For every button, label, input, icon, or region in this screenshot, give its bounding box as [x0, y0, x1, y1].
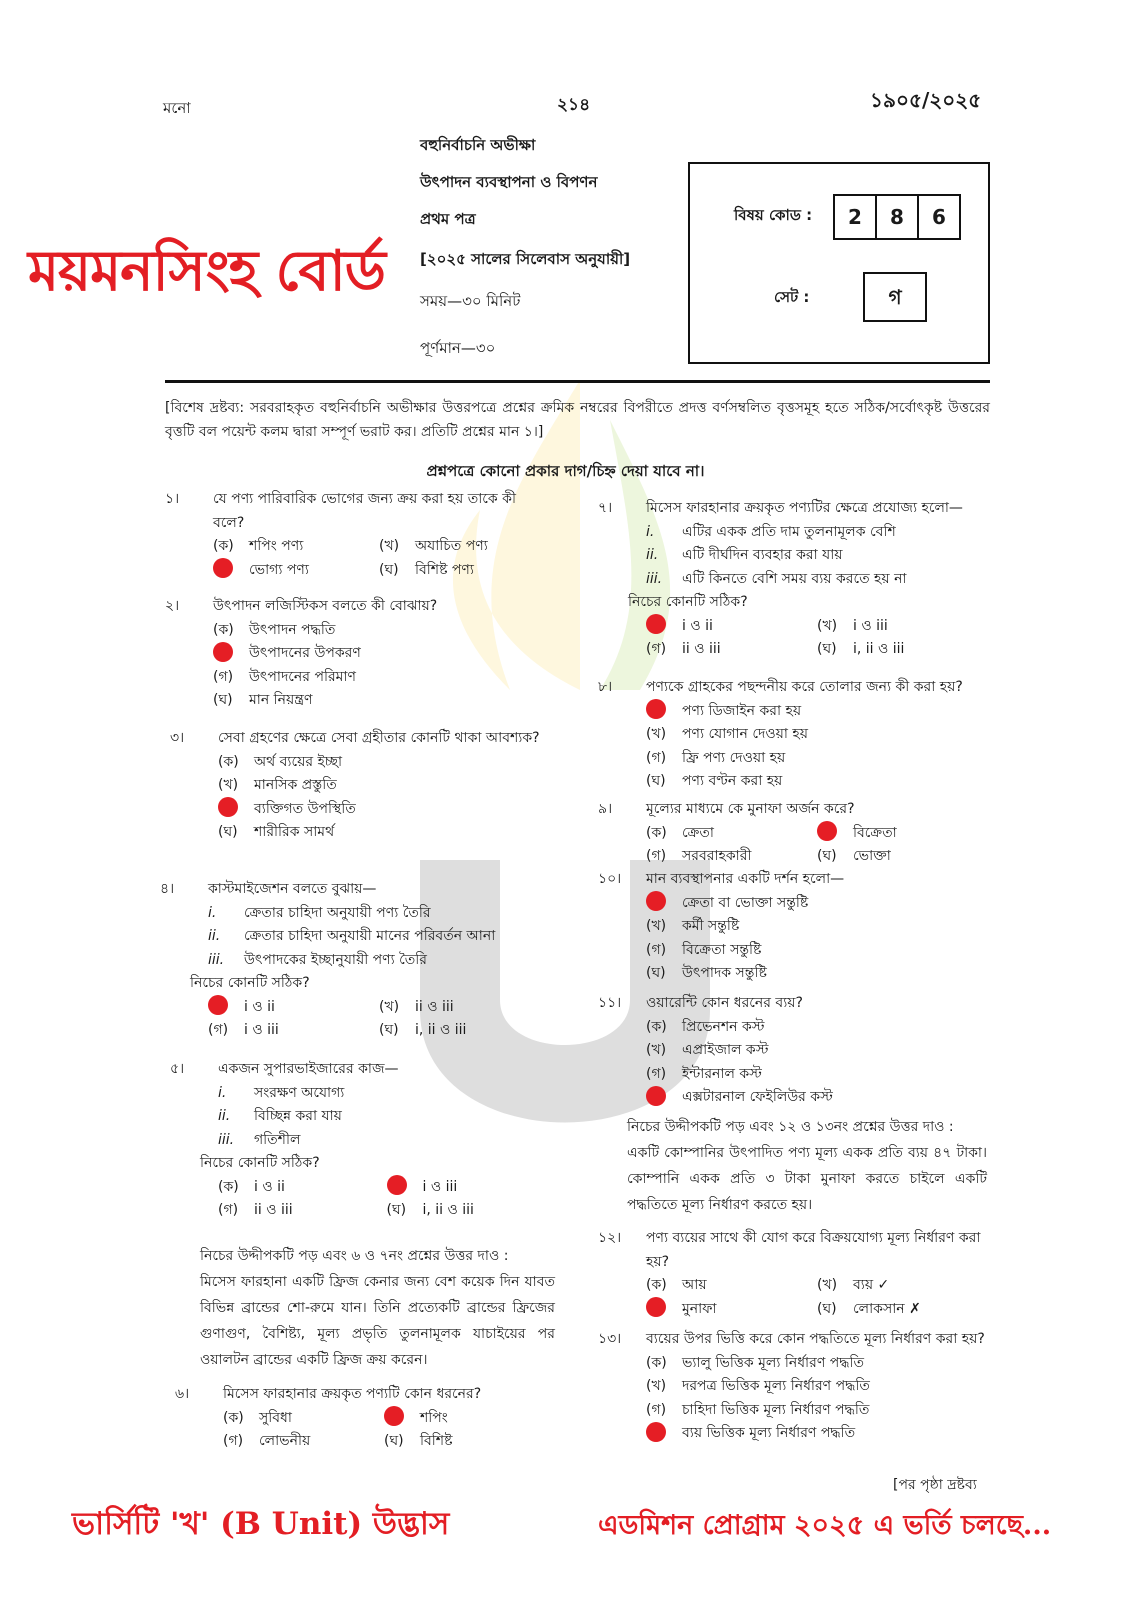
- option-text: ভ্যালু ভিত্তিক মূল্য নির্ধারণ পদ্ধতি: [682, 1354, 865, 1371]
- option[interactable]: [208, 996, 379, 1020]
- filled-answer-circle-icon: [646, 1422, 666, 1442]
- option[interactable]: [646, 1422, 988, 1446]
- statement: [646, 568, 988, 592]
- question-9: [598, 798, 988, 869]
- question-number: ৫।: [170, 1061, 185, 1077]
- filled-answer-circle-icon: [646, 1086, 666, 1106]
- option[interactable]: [379, 1019, 550, 1043]
- option-label: (ঘ): [218, 824, 238, 840]
- option-text: ভোগ্য পণ্য: [249, 561, 309, 578]
- board-title: ময়মনসিংহ বোর্ড: [28, 238, 385, 304]
- subject-code-label: বিষয় কোড :: [734, 206, 813, 224]
- ad-banner-left: ভার্সিটি 'খ' (B Unit) উদ্ভাস: [72, 1506, 450, 1542]
- option-text: এপ্রাইজাল কস্ট: [682, 1042, 769, 1058]
- question-number: ৬।: [175, 1386, 190, 1402]
- question-4: [160, 878, 550, 1043]
- option-label: (ঘ): [817, 848, 837, 864]
- subject-code-digit: 2: [833, 194, 877, 240]
- statement-text: ক্রেতার চাহিদা অনুযায়ী মানের পরিবর্তন আনা: [244, 928, 496, 944]
- full-marks: পূর্ণমান—৩০: [420, 339, 496, 357]
- filled-answer-circle-icon: [646, 699, 666, 719]
- option-text: বিক্রেতা: [853, 824, 897, 841]
- stimulus-2: [627, 1114, 987, 1218]
- option-label: (গ): [208, 1022, 229, 1038]
- option-label: (গ): [646, 641, 667, 657]
- option-text: অযাচিত পণ্য: [415, 538, 488, 554]
- statement-numeral: iii.: [646, 570, 663, 587]
- option-label: (খ): [646, 1042, 667, 1058]
- option-label: (ক): [213, 621, 234, 638]
- option-text: i ও ii: [244, 998, 275, 1015]
- filled-answer-circle-icon: [646, 891, 666, 911]
- statement-numeral: i.: [218, 1084, 227, 1101]
- option-label: (ক): [223, 1409, 244, 1426]
- option[interactable]: [646, 1375, 988, 1399]
- option-text: মানসিক প্রস্তুতি: [254, 777, 337, 793]
- question-number: ৪।: [160, 881, 175, 897]
- statement: [208, 902, 550, 926]
- option-text: ক্রেতা: [682, 824, 714, 841]
- option-text: ব্যয় ভিত্তিক মূল্য নির্ধারণ পদ্ধতি: [682, 1425, 856, 1441]
- option-label: (গ): [646, 749, 667, 766]
- options: [213, 535, 545, 582]
- subject-title: উৎপাদন ব্যবস্থাপনা ও বিপণন: [420, 173, 598, 191]
- option-text: i ও ii: [254, 1178, 285, 1195]
- options: [646, 1352, 988, 1446]
- question-number: ১০।: [598, 871, 622, 887]
- option[interactable]: [384, 1430, 545, 1454]
- question-3: [170, 727, 545, 845]
- option[interactable]: [213, 619, 545, 643]
- option-label: (গ): [646, 1065, 667, 1082]
- ad-banner-right: এডমিশন প্রোগ্রাম ২০২৫ এ ভর্তি চলছে...: [598, 1510, 1052, 1541]
- subject-code-box: [688, 162, 990, 364]
- option-text: বিশিষ্ট পণ্য: [415, 561, 474, 578]
- option[interactable]: [213, 666, 545, 690]
- next-page-note: [পর পৃষ্ঠা দ্রষ্টব্য: [893, 1477, 977, 1493]
- statement: [646, 521, 988, 545]
- option[interactable]: [218, 821, 545, 845]
- option-label: (ক): [218, 1178, 239, 1195]
- option[interactable]: [213, 535, 379, 559]
- question-text: যে পণ্য পারিবারিক ভোগের জন্য ক্রয় করা হয় তাকে কী বলে?: [213, 491, 516, 531]
- question-prompt: নিচের কোনটি সঠিক?: [628, 594, 748, 610]
- option-text: i, ii ও iii: [422, 1202, 474, 1218]
- option[interactable]: [646, 845, 817, 869]
- stimulus-heading: নিচের উদ্দীপকটি পড় এবং ১২ ও ১৩নং প্রশ্নের উত্তর দাও :: [627, 1119, 954, 1135]
- question-text: মূল্যের মাধ্যমে কে মুনাফা অর্জন করে?: [646, 801, 855, 817]
- option-text: পণ্য ডিজাইন করা হয়: [682, 702, 802, 719]
- option[interactable]: [817, 822, 988, 846]
- option-text: i ও iii: [853, 617, 888, 634]
- option[interactable]: [223, 1407, 384, 1431]
- option[interactable]: [646, 1063, 988, 1087]
- option[interactable]: [817, 1298, 988, 1322]
- option-text: কর্মী সন্তুষ্টি: [682, 918, 740, 934]
- option-label: (খ): [379, 538, 400, 554]
- paper-code: ১৯০৫/২০২৫: [870, 88, 982, 112]
- option[interactable]: [817, 615, 988, 639]
- question-number: ১।: [165, 491, 180, 507]
- options: [218, 1176, 555, 1223]
- option-label: (ঘ): [379, 1022, 399, 1038]
- option-text: বিক্রেতা সন্তুষ্টি: [682, 941, 762, 958]
- options: [646, 892, 988, 986]
- option-label: (ক): [213, 538, 234, 554]
- option-text: পণ্য যোগান দেওয়া হয়: [682, 726, 809, 742]
- options: [646, 615, 988, 662]
- option-label: (খ): [646, 918, 667, 934]
- stimulus-body: একটি কোম্পানির উৎপাদিত পণ্য মূল্য একক প্রতি ব্যয় ৪৭ টাকা। কোম্পানি একক প্রতি ৩ টাকা মুনাফা করতে চাইলে একটি পদ্ধতিতে মূল্য নির্ধারণ করতে হয়।: [627, 1145, 987, 1213]
- option-text: ইন্টারনাল কস্ট: [682, 1065, 762, 1082]
- statement-numeral: i.: [646, 523, 655, 540]
- header-subject-short: মনো: [163, 99, 191, 117]
- option-label: (খ): [817, 617, 838, 634]
- option[interactable]: [213, 642, 545, 666]
- question-text: মান ব্যবস্থাপনার একটি দর্শন হলো—: [646, 871, 845, 887]
- statement: [646, 544, 988, 568]
- option[interactable]: [646, 962, 988, 986]
- statement-text: সংরক্ষণ অযোগ্য: [254, 1084, 345, 1101]
- question-7: [598, 497, 988, 662]
- filled-answer-circle-icon: [817, 821, 837, 841]
- question-text: মিসেস ফারহানার ক্রয়কৃত পণ্যটির ক্ষেত্রে প্রযোজ্য হলো—: [646, 500, 963, 516]
- option-label: (গ): [213, 668, 234, 685]
- question-number: ৯।: [598, 801, 613, 817]
- option-label: (ঘ): [646, 773, 666, 789]
- set-value: গ: [863, 272, 927, 322]
- statement-text: ক্রেতার চাহিদা অনুযায়ী পণ্য তৈরি: [244, 904, 431, 921]
- time-limit: সময়—৩০ মিনিট: [420, 292, 521, 310]
- option-label: (খ): [646, 1378, 667, 1394]
- statement: [218, 1082, 555, 1106]
- option[interactable]: [646, 1039, 988, 1063]
- options: [646, 1274, 988, 1321]
- statement-numeral: ii.: [208, 928, 221, 944]
- statement-numeral: i.: [208, 904, 217, 921]
- statement-text: এটি কিনতে বেশি সময় ব্যয় করতে হয় না: [682, 570, 907, 587]
- question-6: [175, 1383, 545, 1454]
- subject-code-digit: 8: [875, 194, 919, 240]
- option-label: (ক): [218, 753, 239, 770]
- option-text: পণ্য বণ্টন করা হয়: [682, 773, 783, 789]
- question-text: মিসেস ফারহানার ক্রয়কৃত পণ্যটি কোন ধরনের?: [223, 1386, 482, 1402]
- statement-numeral: iii.: [208, 951, 225, 968]
- option-text: i, ii ও iii: [415, 1022, 467, 1038]
- option-text: i, ii ও iii: [853, 641, 905, 657]
- divider: [165, 380, 990, 383]
- option-label: (ঘ): [379, 561, 399, 578]
- option-text: অর্থ ব্যয়ের ইচ্ছা: [254, 753, 343, 770]
- option[interactable]: [646, 615, 817, 639]
- option-label: (গ): [646, 848, 667, 864]
- statement-numeral: iii.: [218, 1131, 235, 1148]
- statement-text: উৎপাদকের ইচ্ছানুযায়ী পণ্য তৈরি: [244, 951, 428, 968]
- option-text: প্রিভেনশন কস্ট: [682, 1018, 765, 1035]
- special-note: [বিশেষ দ্রষ্টব্য: সরবরাহকৃত বহুনির্বাচনি অভীক্ষার উত্তরপত্রে প্রশ্নের ক্রমিক নম্বরের বিপরীতে প্রদত্ত বর্ণসম্বলিত বৃত্তসমূহ হতে সঠিক/সর্বোৎকৃষ্ট উত্তরের বৃত্তটি বল পয়েন্ট কলম দ্বারা সম্পূর্ণ ভরাট কর। প্রতিটি প্রশ্নের মান ১।]: [165, 400, 990, 440]
- statement: [218, 1105, 555, 1129]
- filled-answer-circle-icon: [387, 1175, 407, 1195]
- statement: [208, 925, 550, 949]
- option[interactable]: [646, 939, 988, 963]
- option-label: (ঘ): [384, 1433, 404, 1449]
- option[interactable]: [646, 1016, 988, 1040]
- option[interactable]: [379, 535, 545, 559]
- question-number: ৩।: [170, 730, 185, 746]
- question-10: [598, 868, 988, 986]
- question-2: [165, 595, 545, 713]
- option[interactable]: [387, 1199, 556, 1223]
- option-text: সরবরাহকারী: [682, 848, 752, 864]
- option-label: (ঘ): [817, 1300, 837, 1317]
- subject-code-digit: 6: [917, 194, 961, 240]
- option[interactable]: [646, 1298, 817, 1322]
- option-text: ii ও iii: [254, 1202, 293, 1218]
- option-text: উৎপাদন পদ্ধতি: [249, 621, 336, 638]
- option-text: i ও iii: [422, 1178, 458, 1195]
- option-text: সুবিধা: [259, 1409, 292, 1426]
- option-label: (গ): [223, 1433, 244, 1449]
- option-text: ii ও iii: [682, 641, 721, 657]
- statement-text: এটির একক প্রতি দাম তুলনামূলক বেশি: [682, 523, 896, 540]
- filled-answer-circle-icon: [218, 797, 238, 817]
- option-text: ক্রেতা বা ভোক্তা সন্তুষ্টি: [682, 894, 809, 911]
- question-text: কাস্টমাইজেশন বলতে বুঝায়—: [208, 881, 377, 897]
- stimulus-1: [200, 1243, 555, 1373]
- option[interactable]: [817, 638, 988, 662]
- question-5: [170, 1058, 555, 1223]
- option[interactable]: [646, 770, 988, 794]
- paper-part: প্রথম পত্র: [420, 210, 476, 228]
- option[interactable]: [218, 1199, 387, 1223]
- question-12: [598, 1227, 988, 1321]
- option[interactable]: [646, 822, 817, 846]
- question-text: উৎপাদন লজিস্টিকস বলতে কী বোঝায়?: [213, 598, 438, 614]
- option[interactable]: [646, 723, 988, 747]
- option-label: (ঘ): [386, 1202, 407, 1218]
- options: [646, 700, 988, 794]
- filled-answer-circle-icon: [213, 558, 233, 578]
- option-text: মান নিয়ন্ত্রণ: [249, 692, 313, 708]
- statement-numeral: ii.: [218, 1108, 231, 1124]
- option[interactable]: [646, 1086, 988, 1110]
- options: [213, 619, 545, 713]
- option[interactable]: [379, 996, 550, 1020]
- option-text: উৎপাদনের উপকরণ: [249, 645, 361, 661]
- options: [646, 1016, 988, 1110]
- option-text: ব্যয় ✓: [853, 1277, 890, 1293]
- option-text: এক্সটারনাল ফেইলিউর কস্ট: [682, 1089, 833, 1105]
- option[interactable]: [646, 915, 988, 939]
- page-number: ২১৪: [557, 95, 591, 115]
- question-number: ১২।: [598, 1230, 622, 1246]
- filled-answer-circle-icon: [646, 614, 666, 634]
- option[interactable]: [223, 1430, 384, 1454]
- option-text: ii ও iii: [415, 998, 454, 1015]
- statement: [218, 1129, 555, 1153]
- option[interactable]: [646, 1352, 988, 1376]
- filled-answer-circle-icon: [646, 1297, 666, 1317]
- question-text: সেবা গ্রহণের ক্ষেত্রে সেবা গ্রহীতার কোনটি থাকা আবশ্যক?: [218, 730, 540, 746]
- question-prompt: নিচের কোনটি সঠিক?: [190, 975, 310, 991]
- options: [646, 822, 988, 869]
- question-11: [598, 992, 988, 1110]
- option[interactable]: [213, 559, 379, 583]
- option[interactable]: [208, 1019, 379, 1043]
- statement-numeral: ii.: [646, 547, 659, 563]
- option[interactable]: [817, 1274, 988, 1298]
- question-number: ১৩।: [598, 1331, 622, 1347]
- option-text: i ও ii: [682, 617, 713, 634]
- option-label: (ঘ): [817, 641, 837, 657]
- statement-text: এটি দীর্ঘদিন ব্যবহার করা যায়: [682, 547, 843, 563]
- option-label: (গ): [646, 1401, 667, 1418]
- option[interactable]: [646, 638, 817, 662]
- option-text: উৎপাদক সন্তুষ্টি: [682, 965, 767, 981]
- option-label: (গ): [646, 941, 667, 958]
- option-text: দরপত্র ভিত্তিক মূল্য নির্ধারণ পদ্ধতি: [682, 1378, 870, 1394]
- option-label: (খ): [646, 726, 667, 742]
- question-number: ৭।: [598, 500, 613, 516]
- option-label: (ক): [646, 1018, 667, 1035]
- option[interactable]: [817, 845, 988, 869]
- option-text: মুনাফা: [682, 1300, 717, 1317]
- set-label: সেট :: [774, 288, 810, 306]
- options: [223, 1407, 545, 1454]
- options: [208, 996, 550, 1043]
- option-label: (ঘ): [213, 692, 233, 708]
- option-text: শপিং: [420, 1409, 448, 1426]
- option-text: উৎপাদনের পরিমাণ: [249, 668, 356, 685]
- option[interactable]: [646, 1399, 988, 1423]
- question-1: [165, 488, 545, 582]
- option[interactable]: [218, 774, 545, 798]
- option-label: (ক): [646, 824, 667, 841]
- question-text: ব্যয়ের উপর ভিত্তি করে কোন পদ্ধতিতে মূল্য নির্ধারণ করা হয়?: [646, 1331, 985, 1347]
- question-number: ১১।: [598, 995, 622, 1011]
- option[interactable]: [213, 689, 545, 713]
- option[interactable]: [218, 1176, 387, 1200]
- option-label: (ক): [646, 1277, 667, 1293]
- option[interactable]: [646, 747, 988, 771]
- option[interactable]: [384, 1407, 545, 1431]
- question-text: ওয়ারেন্টি কোন ধরনের ব্যয়?: [646, 995, 803, 1011]
- option[interactable]: [387, 1176, 556, 1200]
- option-text: আয়: [682, 1277, 707, 1293]
- options: [218, 751, 545, 845]
- statement: [208, 949, 550, 973]
- notice: প্রশ্নপত্রে কোনো প্রকার দাগ/চিহ্ন দেয়া যাবে না।: [426, 462, 705, 480]
- option-label: (ক): [646, 1354, 667, 1371]
- exam-type: বহুনির্বাচনি অভীক্ষা: [420, 136, 536, 154]
- stimulus-body: মিসেস ফারহানা একটি ফ্রিজ কেনার জন্য বেশ কয়েক দিন যাবত বিভিন্ন ব্রান্ডের শো-রুমে যান। তিনি প্রত্যেকটি ব্রান্ডের ফ্রিজের গুণাগুণ, বৈশিষ্ট্য, মূল্য প্রভৃতি তুলনামূলক যাচাইয়ের পর ওয়ালটন ব্রান্ডের একটি ফ্রিজ ক্রয় করেন।: [200, 1274, 555, 1368]
- option[interactable]: [646, 1274, 817, 1298]
- option-text: চাহিদা ভিত্তিক মূল্য নির্ধারণ পদ্ধতি: [682, 1401, 870, 1418]
- stimulus-heading: নিচের উদ্দীপকটি পড় এবং ৬ ও ৭নং প্রশ্নের উত্তর দাও :: [200, 1248, 509, 1264]
- option[interactable]: [218, 751, 545, 775]
- option[interactable]: [218, 798, 545, 822]
- question-text: পণ্যকে গ্রাহকের পছন্দনীয় করে তোলার জন্য কী করা হয়?: [646, 679, 963, 695]
- option-text: লোকসান ✗: [853, 1300, 921, 1317]
- option-label: (ঘ): [646, 965, 666, 981]
- option[interactable]: [646, 700, 988, 724]
- question-text: একজন সুপারভাইজারের কাজ—: [218, 1061, 399, 1077]
- question-prompt: নিচের কোনটি সঠিক?: [200, 1155, 320, 1171]
- filled-answer-circle-icon: [384, 1406, 404, 1426]
- option-text: i ও iii: [244, 1022, 279, 1038]
- statement-text: গতিশীল: [254, 1131, 301, 1148]
- option-text: ফ্রি পণ্য দেওয়া হয়: [682, 749, 786, 766]
- filled-answer-circle-icon: [213, 642, 233, 662]
- option-text: বিশিষ্ট: [420, 1433, 453, 1449]
- question-13: [598, 1328, 988, 1446]
- option-label: (গ): [218, 1202, 239, 1218]
- question-text: পণ্য ব্যয়ের সাথে কী যোগ করে বিক্রয়যোগ্য মূল্য নির্ধারণ করা হয়?: [646, 1230, 981, 1270]
- option-text: ব্যক্তিগত উপস্থিতি: [254, 800, 356, 817]
- syllabus-note: [২০২৫ সালের সিলেবাস অনুযায়ী]: [420, 250, 631, 268]
- option-text: শপিং পণ্য: [249, 538, 304, 554]
- option[interactable]: [379, 559, 545, 583]
- question-8: [598, 676, 988, 794]
- question-number: ৮।: [598, 679, 613, 695]
- option-label: (খ): [817, 1277, 838, 1293]
- option-text: ভোক্তা: [853, 848, 891, 864]
- option-text: শারীরিক সামর্থ: [254, 824, 335, 840]
- filled-answer-circle-icon: [208, 995, 228, 1015]
- option-label: (খ): [218, 777, 239, 793]
- option-label: (খ): [379, 998, 400, 1015]
- option[interactable]: [646, 892, 988, 916]
- question-number: ২।: [165, 598, 180, 614]
- statement-text: বিচ্ছিন্ন করা যায়: [254, 1108, 342, 1124]
- option-text: লোভনীয়: [259, 1433, 311, 1449]
